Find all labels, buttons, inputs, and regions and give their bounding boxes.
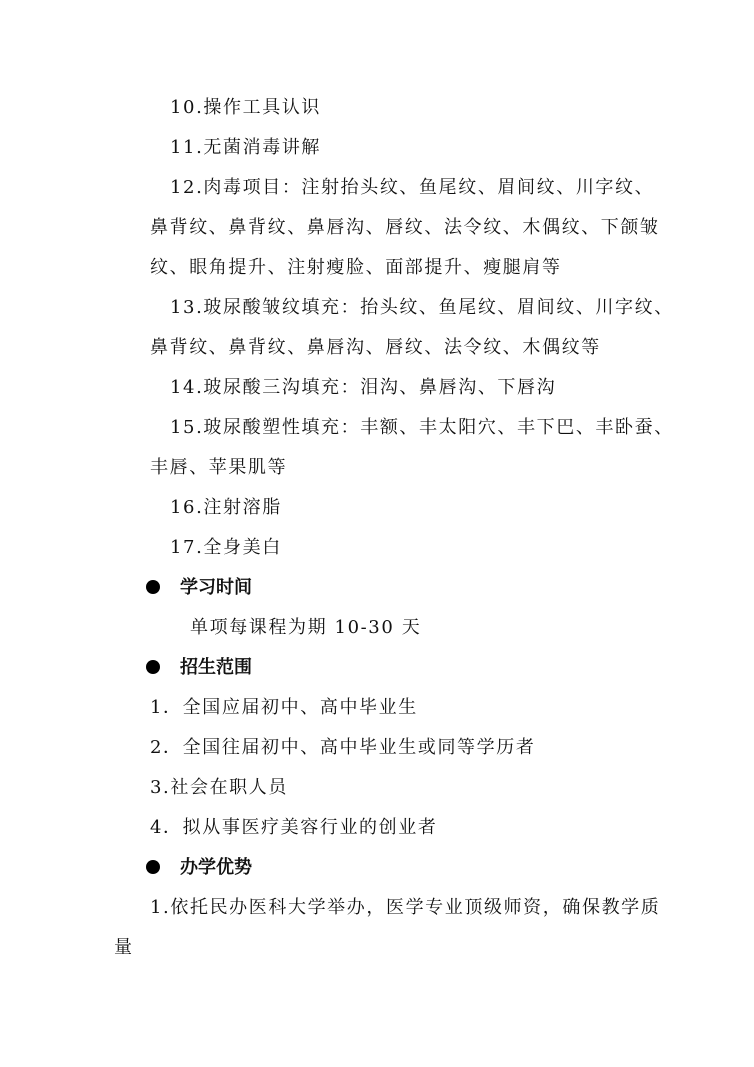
bullet-icon xyxy=(146,860,160,874)
enrollment-item-1: 1．全国应届初中、高中毕业生 xyxy=(150,697,418,718)
course-item-11: 11.无菌消毒讲解 xyxy=(170,137,322,158)
advantage-item-1-line2: 量 xyxy=(114,937,134,958)
study-time-text: 单项每课程为期 10-30 天 xyxy=(190,617,422,638)
course-item-13-line1: 13.玻尿酸皱纹填充：抬头纹、鱼尾纹、眉间纹、川字纹、 xyxy=(170,297,674,318)
course-item-17: 17.全身美白 xyxy=(170,537,282,558)
course-item-15-line2: 丰唇、苹果肌等 xyxy=(150,457,288,478)
section-heading-label: 办学优势 xyxy=(180,857,252,878)
course-item-12-line2: 鼻背纹、鼻背纹、鼻唇沟、唇纹、法令纹、木偶纹、下颌皱 xyxy=(150,217,660,238)
course-item-13-line2: 鼻背纹、鼻背纹、鼻唇沟、唇纹、法令纹、木偶纹等 xyxy=(150,337,601,358)
section-heading-advantages xyxy=(146,853,252,883)
section-heading-study-time xyxy=(146,573,252,603)
enrollment-item-3: 3.社会在职人员 xyxy=(150,777,288,798)
enrollment-item-4: 4．拟从事医疗美容行业的创业者 xyxy=(150,817,438,838)
section-heading-enrollment xyxy=(146,653,252,683)
section-heading-label: 招生范围 xyxy=(180,657,252,678)
course-item-15-line1: 15.玻尿酸塑性填充：丰额、丰太阳穴、丰下巴、丰卧蚕、 xyxy=(170,417,674,438)
bullet-icon xyxy=(146,580,160,594)
advantage-item-1-line1: 1.依托民办医科大学举办，医学专业顶级师资，确保教学质 xyxy=(150,897,661,918)
course-item-10: 10.操作工具认识 xyxy=(170,97,322,118)
course-item-12-line3: 纹、眼角提升、注射瘦脸、面部提升、瘦腿肩等 xyxy=(150,257,562,278)
course-item-16: 16.注射溶脂 xyxy=(170,497,282,518)
enrollment-item-2: 2．全国往届初中、高中毕业生或同等学历者 xyxy=(150,737,536,758)
course-item-12-line1: 12.肉毒项目：注射抬头纹、鱼尾纹、眉间纹、川字纹、 xyxy=(170,177,655,198)
section-heading-label: 学习时间 xyxy=(180,577,252,598)
bullet-icon xyxy=(146,660,160,674)
course-item-14: 14.玻尿酸三沟填充：泪沟、鼻唇沟、下唇沟 xyxy=(170,377,557,398)
